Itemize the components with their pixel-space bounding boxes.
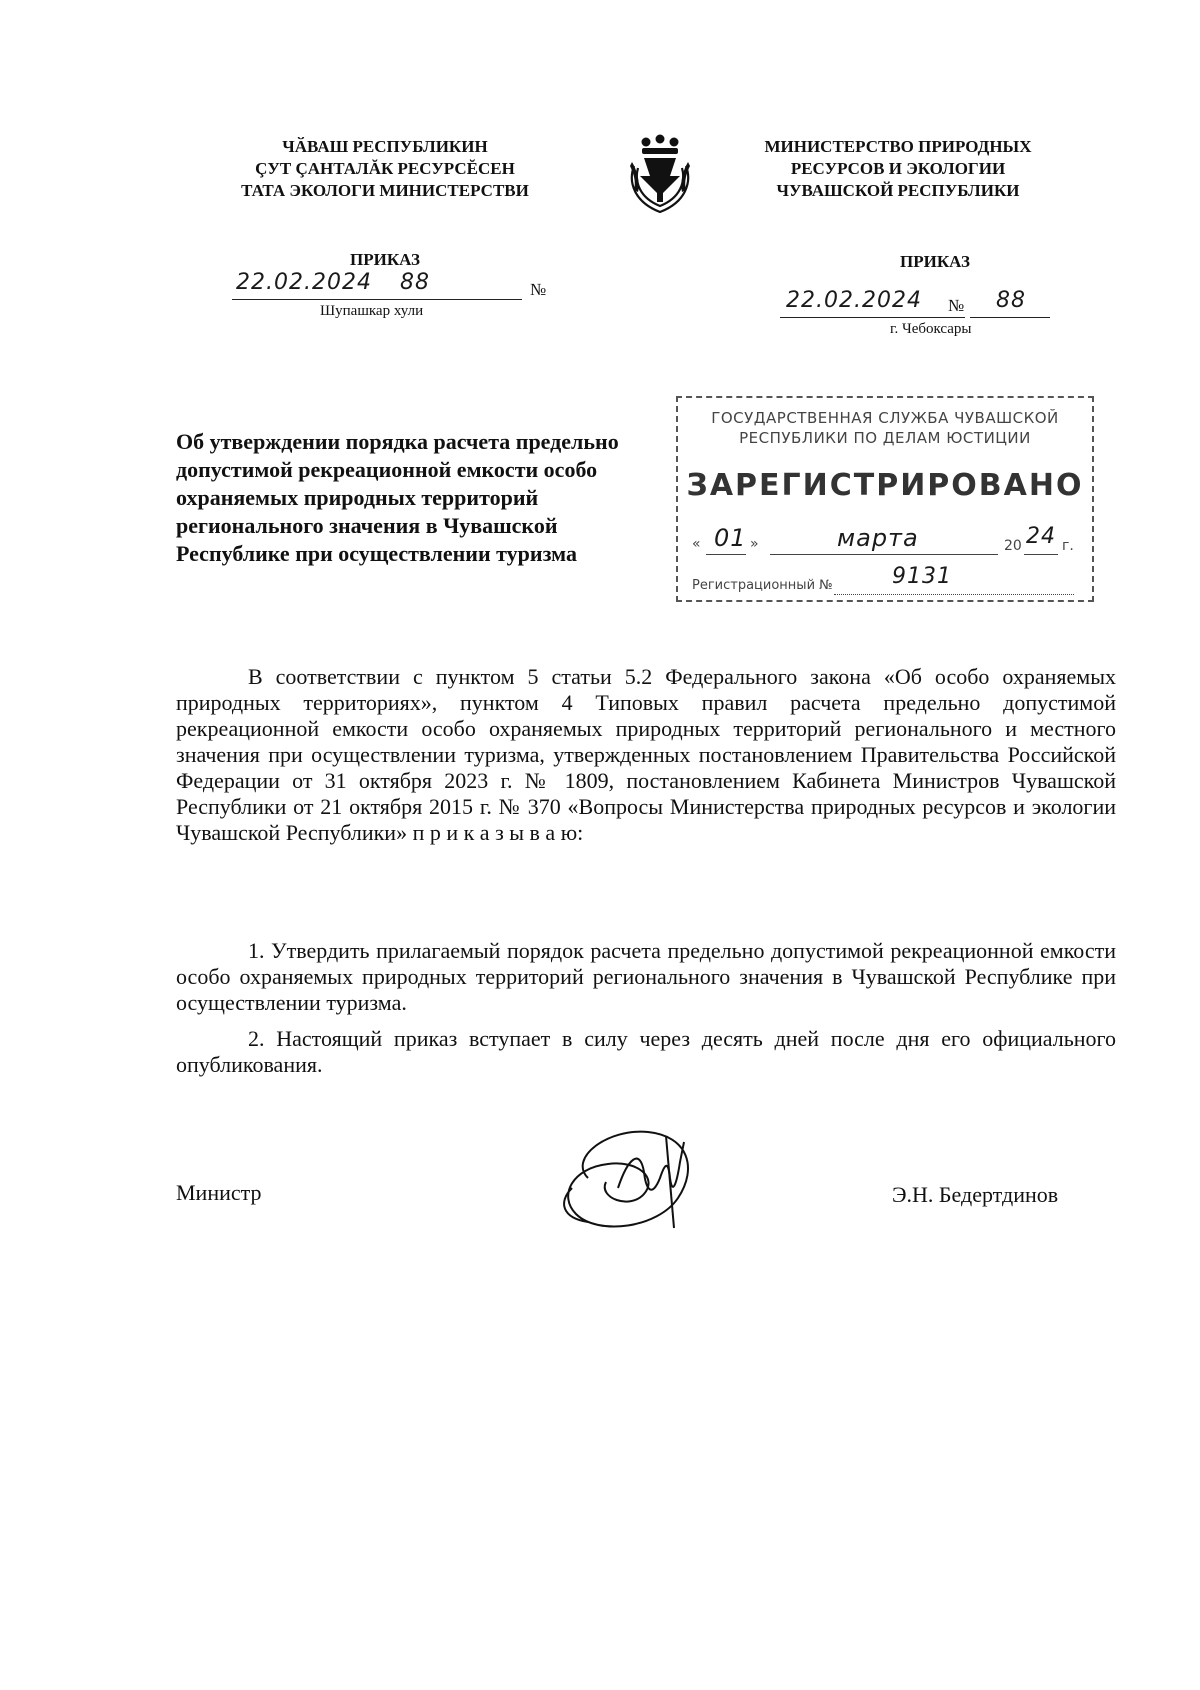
- document-title: Об утверждении порядка расчета предельно допустимой рекреационной емкости особо охраняемых природных территорий регионального значения в Чувашской Республике при осуществлении туризма: [176, 429, 619, 566]
- left-header-line: ТАТА ЭКОЛОГИ МИНИСТЕРСТВИ: [241, 181, 529, 200]
- right-header-line: ЧУВАШСКОЙ РЕСПУБЛИКИ: [776, 181, 1020, 200]
- order-item-2: 2. Настоящий приказ вступает в силу через десять дней после дня его официального опубликования.: [176, 1026, 1116, 1077]
- signatory-position: Министр: [176, 1180, 262, 1205]
- stamp-year-unit: г.: [1062, 538, 1074, 554]
- left-place: Шупашкар хули: [320, 303, 424, 319]
- left-header: [205, 136, 565, 202]
- right-number-sign: №: [948, 296, 965, 315]
- registration-stamp: [676, 396, 1094, 602]
- preamble-paragraph: В соответствии с пунктом 5 статьи 5.2 Федерального закона «Об особо охраняемых природных территориях», пунктом 4 Типовых правил расчета предельно допустимой рекреационной емкости особо охраняемых природных территорий регионального и местного значения при осуществлении туризма, утвержденных постановлением Правительства Российской Федерации от 31 октября 2023 г. № 1809, постановлением Кабинета Министров Чувашской Республики от 21 октября 2015 г. № 370 «Вопросы Министерства природных ресурсов и экологии Чувашской Республики» п р и к а з ы в а ю:: [176, 664, 1116, 845]
- left-date-line: [232, 298, 522, 300]
- stamp-year-suffix: 24: [1026, 524, 1056, 549]
- right-header: [718, 136, 1078, 202]
- stamp-close-quote: »: [750, 536, 759, 552]
- right-place: г. Чебоксары: [890, 321, 972, 337]
- order-item-1: 1. Утвердить прилагаемый порядок расчета предельно допустимой рекреационной емкости особо охраняемых природных территорий регионального значения в Чувашской Республике при осуществлении туризма.: [176, 938, 1116, 1015]
- stamp-org-line: ГОСУДАРСТВЕННАЯ СЛУЖБА ЧУВАШСКОЙ: [711, 409, 1059, 427]
- stamp-month-underline: [770, 554, 998, 555]
- stamp-month: марта: [837, 524, 919, 552]
- right-order-number: 88: [996, 288, 1026, 313]
- left-header-line: ÇУТ ÇАНТАЛĂК РЕСУРСĔСЕН: [255, 159, 515, 178]
- right-order-label: ПРИКАЗ: [900, 252, 970, 271]
- right-order-date: 22.02.2024: [786, 288, 922, 313]
- right-date-line: [780, 316, 965, 318]
- emblem-icon: [624, 132, 696, 216]
- signatory-name: Э.Н. Бедертдинов: [892, 1182, 1059, 1207]
- stamp-status: ЗАРЕГИСТРИРОВАНО: [686, 468, 1084, 503]
- stamp-org-line: РЕСПУБЛИКИ ПО ДЕЛАМ ЮСТИЦИИ: [739, 429, 1031, 447]
- right-number-line: [970, 316, 1050, 318]
- stamp-day-underline: [706, 554, 746, 555]
- stamp-open-quote: «: [692, 536, 701, 552]
- right-header-line: МИНИСТЕРСТВО ПРИРОДНЫХ: [764, 137, 1032, 156]
- stamp-day: 01: [714, 524, 747, 552]
- stamp-reg-label: Регистрационный №: [692, 578, 833, 593]
- left-order-number: 88: [400, 270, 430, 295]
- left-header-line: ЧӐВАШ РЕСПУБЛИКИН: [282, 137, 488, 156]
- right-header-line: РЕСУРСОВ И ЭКОЛОГИИ: [790, 159, 1006, 178]
- stamp-year-underline: [1024, 554, 1058, 555]
- stamp-reg-number: 9131: [892, 564, 952, 589]
- left-number-sign: №: [530, 280, 547, 299]
- stamp-year-prefix: 20: [1004, 538, 1022, 554]
- left-order-date: 22.02.2024: [236, 270, 372, 295]
- signature-handwritten: [548, 1118, 718, 1238]
- stamp-reg-underline: [834, 594, 1074, 595]
- stamp-reg-line: [692, 564, 1082, 598]
- left-order-label: ПРИКАЗ: [350, 250, 420, 269]
- stamp-date-line: [692, 524, 1082, 560]
